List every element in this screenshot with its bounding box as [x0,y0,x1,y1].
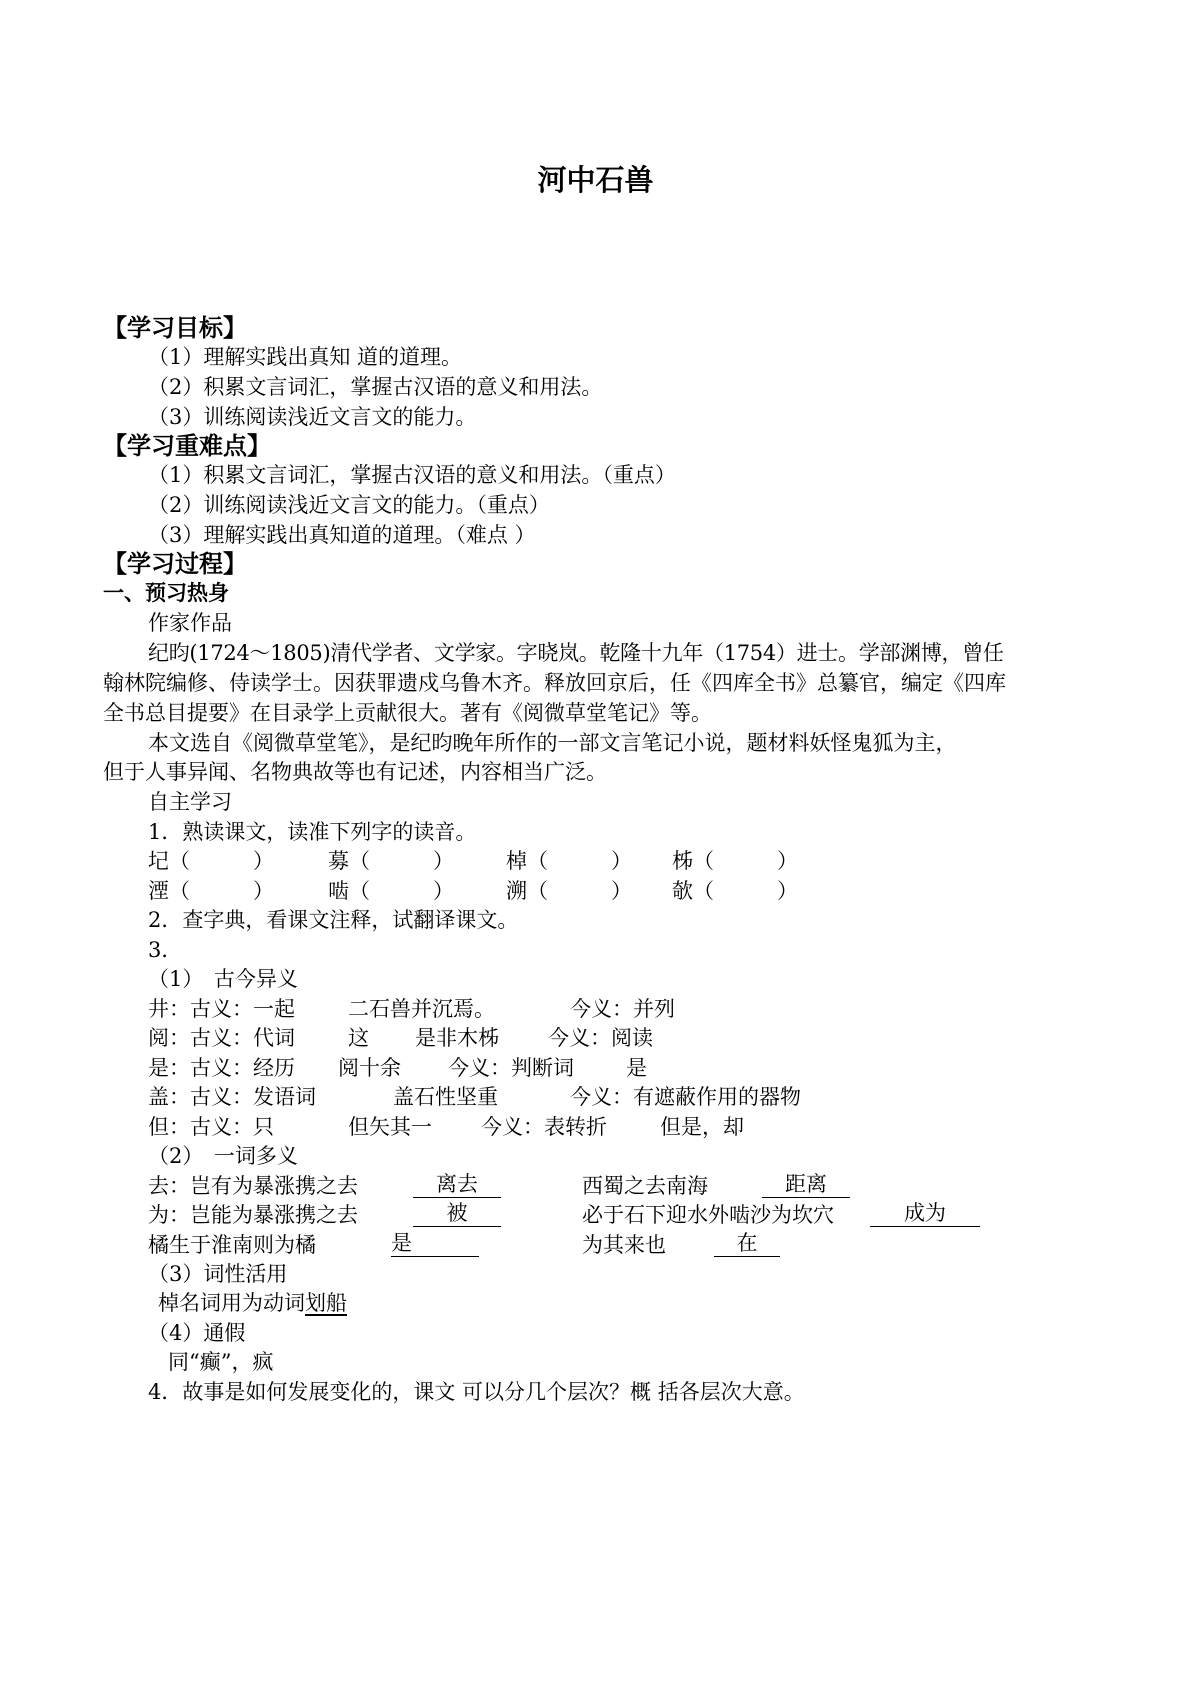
page-title: 河中石兽 [537,163,654,197]
duoyi-sentence: 橘生于淮南则为橘 [148,1233,316,1257]
gujin-cell: 今义：并列 [570,997,675,1021]
process-heading: 【学习过程】 [103,550,247,578]
huoyong-text: 棹名词用为动词 [158,1291,305,1315]
pronunciation-item: 柹（ ） [672,849,798,873]
gujin-heading: （1） 古今异义 [148,967,298,991]
keypoint-item: （1）积累文言词汇，掌握古汉语的意义和用法。（重点） [148,463,676,487]
author-paragraph-line: 翰林院编修、侍读学士。因获罪遗戍乌鲁木齐。释放回京后，任《四库全书》总纂官，编定《四库 [103,671,1006,695]
gujin-cell: 盖石性坚重 [393,1085,498,1109]
keypoints-heading: 【学习重难点】 [103,432,271,460]
author-paragraph-line: 全书总目提要》在目录学上贡献很大。著有《阅微草堂笔记》等。 [103,701,712,725]
huoyong-heading: （3）词性活用 [148,1262,288,1286]
gujin-cell: 但是，却 [660,1115,744,1139]
tongjia-text: 同“癫”，疯 [168,1350,274,1374]
source-paragraph-line: 但于人事异闻、名物典故等也有记述，内容相当广泛。 [103,760,607,784]
duoyi-heading: （2） 一词多义 [148,1144,298,1168]
pronunciation-item: 啮（ ） [328,879,454,903]
objective-item: （2）积累文言词汇，掌握古汉语的意义和用法。 [148,375,603,399]
pronunciation-item: 棹（ ） [506,849,632,873]
objective-item: （3）训练阅读浅近文言文的能力。 [148,405,477,429]
gujin-cell: 这 [348,1026,369,1050]
duoyi-answer: 距离 [762,1171,850,1198]
section-heading-preview: 一、预习热身 [103,581,229,605]
pronunciation-item: 欹（ ） [672,879,798,903]
source-paragraph-line: 本文选自《阅微草堂笔》，是纪昀晚年所作的一部文言笔记小说，题材料妖怪鬼狐为主， [148,731,957,755]
question-3: 3． [148,938,183,962]
gujin-cell: 阅：古义：代词 [148,1026,295,1050]
duoyi-sentence: 西蜀之去南海 [582,1174,708,1198]
pronunciation-item: 募（ ） [328,849,454,873]
gujin-cell: 是：古义：经历 [148,1056,295,1080]
gujin-cell: 阅十余 [338,1056,401,1080]
question-4: 4．故事是如何发展变化的，课文 可以分几个层次？概 括各层次大意。 [148,1380,805,1404]
duoyi-answer: 成为 [870,1200,980,1227]
gujin-cell: 盖：古义：发语词 [148,1085,316,1109]
gujin-cell: 是 [626,1056,647,1080]
gujin-cell: 井：古义：一起 [148,997,295,1021]
duoyi-sentence: 去：岂有为暴涨携之去 [148,1174,358,1198]
duoyi-answer: 在 [714,1230,780,1257]
keypoint-item: （3）理解实践出真知道的道理。（难点 ） [148,523,536,547]
duoyi-answer: 离去 [413,1171,501,1198]
duoyi-answer: 被 [413,1200,501,1227]
gujin-cell: 今义：判断词 [448,1056,574,1080]
pronunciation-item: 圮（ ） [148,849,274,873]
objective-item: （1）理解实践出真知 道的道理。 [148,345,463,369]
author-label: 作家作品 [148,611,232,635]
duoyi-sentence: 为其来也 [582,1233,666,1257]
gujin-cell: 是非木柹 [415,1026,499,1050]
gujin-cell: 今义：表转折 [481,1115,607,1139]
huoyong-answer: 划船 [305,1291,347,1315]
tongjia-heading: （4）通假 [148,1321,246,1345]
self-study-label: 自主学习 [148,790,232,814]
gujin-cell: 今义：有遮蔽作用的器物 [570,1085,801,1109]
huoyong-line [158,1288,347,1318]
gujin-cell: 但：古义：只 [148,1115,274,1139]
objectives-heading: 【学习目标】 [103,314,247,342]
question-2: 2．查字典，看课文注释，试翻译课文。 [148,908,519,932]
gujin-cell: 但矢其一 [348,1115,432,1139]
duoyi-answer: 是 [391,1230,479,1257]
gujin-cell: 今义：阅读 [548,1026,653,1050]
author-paragraph-line: 纪昀(1724～1805)清代学者、文学家。字晓岚。乾隆十九年（1754）进士。学部渊博，曾任 [148,641,1004,665]
duoyi-sentence: 为：岂能为暴涨携之去 [148,1203,358,1227]
pronunciation-item: 湮（ ） [148,879,274,903]
question-1: 1．熟读课文，读准下列字的读音。 [148,820,477,844]
pronunciation-item: 溯（ ） [506,879,632,903]
keypoint-item: （2）训练阅读浅近文言文的能力。（重点） [148,493,550,517]
gujin-cell: 二石兽并沉焉。 [348,997,495,1021]
duoyi-sentence: 必于石下迎水外啮沙为坎穴 [582,1203,834,1227]
